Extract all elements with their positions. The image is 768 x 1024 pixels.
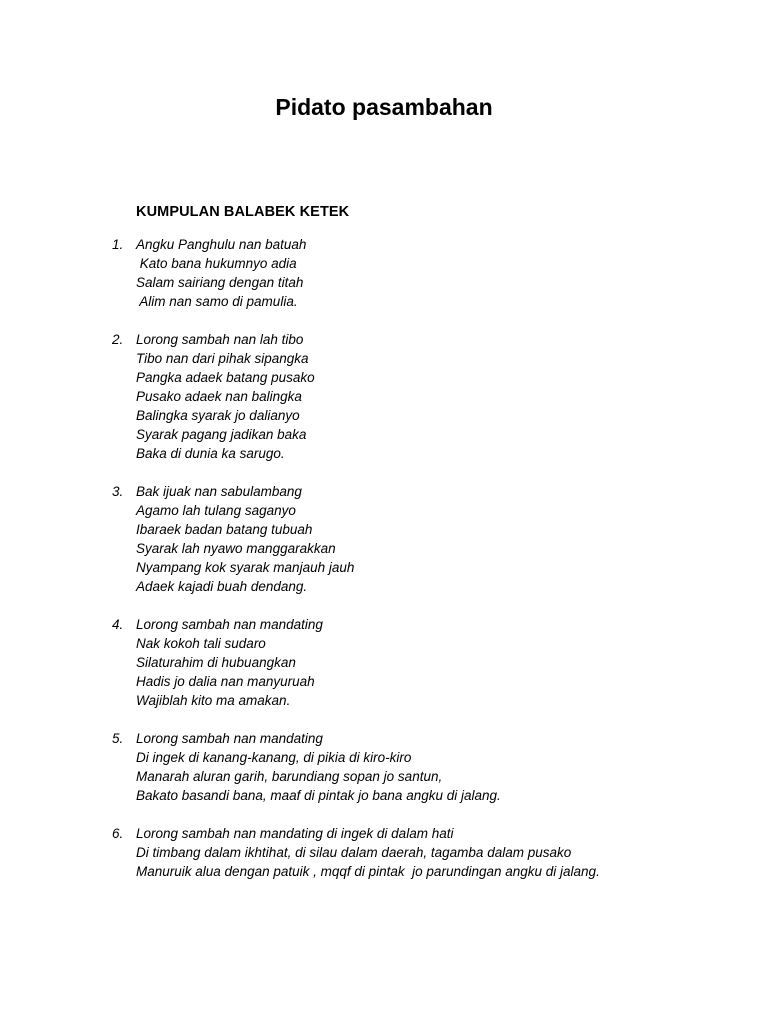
stanza-line: Bakato basandi bana, maaf di pintak jo bana angku di jalang. [136, 788, 501, 803]
stanza-line: Angku Panghulu nan batuah [136, 237, 307, 252]
stanza-line: Manarah aluran garih, barundiang sopan jo santun, [136, 769, 443, 784]
stanza-number: 2. [112, 332, 124, 347]
stanza-line: Di timbang dalam ikhtihat, di silau dalam daerah, tagamba dalam pusako [136, 845, 572, 860]
stanza-line: Balingka syarak jo dalianyo [136, 408, 300, 423]
stanza-line: Syarak pagang jadikan baka [136, 427, 307, 442]
stanza-line: Lorong sambah nan lah tibo [136, 332, 304, 347]
stanza-number: 6. [112, 826, 124, 841]
stanza-line: Pusako adaek nan balingka [136, 389, 302, 404]
stanza [112, 330, 732, 463]
stanza [112, 824, 732, 881]
stanza-line: Kato bana hukumnyo adia [136, 256, 297, 271]
stanza [112, 615, 732, 710]
stanza-line: Syarak lah nyawo manggarakkan [136, 541, 336, 556]
stanza-number: 5. [112, 731, 124, 746]
document-title: Pidato pasambahan [275, 94, 493, 120]
stanza-line: Nyampang kok syarak manjauh jauh [136, 560, 355, 575]
stanza-line: Adaek kajadi buah dendang. [136, 579, 308, 594]
stanza-line: Nak kokoh tali sudaro [136, 636, 266, 651]
stanza-line: Pangka adaek batang pusako [136, 370, 315, 385]
stanza-line: Tibo nan dari pihak sipangka [136, 351, 309, 366]
stanza-list [112, 235, 732, 900]
stanza-line: Lorong sambah nan mandating di ingek di dalam hati [136, 826, 454, 841]
stanza-line: Hadis jo dalia nan manyuruah [136, 674, 315, 689]
stanza-line: Bak ijuak nan sabulambang [136, 484, 302, 499]
stanza-line: Alim nan samo di pamulia. [136, 294, 298, 309]
stanza-line: Silaturahim di hubuangkan [136, 655, 296, 670]
stanza-line: Manuruik alua dengan patuik , mqqf di pintak jo parundingan angku di jalang. [136, 864, 600, 879]
stanza [112, 482, 732, 596]
stanza-line: Agamo lah tulang saganyo [136, 503, 296, 518]
stanza-line: Di ingek di kanang-kanang, di pikia di kiro-kiro [136, 750, 412, 765]
stanza-line: Ibaraek badan batang tubuah [136, 522, 313, 537]
stanza-number: 3. [112, 484, 124, 499]
stanza-line: Lorong sambah nan mandating [136, 731, 323, 746]
stanza-lines [136, 330, 732, 463]
stanza-line: Wajiblah kito ma amakan. [136, 693, 291, 708]
stanza-number: 4. [112, 617, 124, 632]
stanza [112, 729, 732, 805]
stanza-line: Lorong sambah nan mandating [136, 617, 323, 632]
stanza-line: Baka di dunia ka sarugo. [136, 446, 285, 461]
stanza [112, 235, 732, 311]
stanza-number: 1. [112, 237, 124, 252]
stanza-lines [136, 615, 732, 710]
stanza-line: Salam sairiang dengan titah [136, 275, 304, 290]
stanza-lines [136, 729, 732, 805]
stanza-lines [136, 824, 732, 881]
stanza-lines [136, 482, 732, 596]
section-heading: KUMPULAN BALABEK KETEK [136, 204, 350, 220]
stanza-lines [136, 235, 732, 311]
